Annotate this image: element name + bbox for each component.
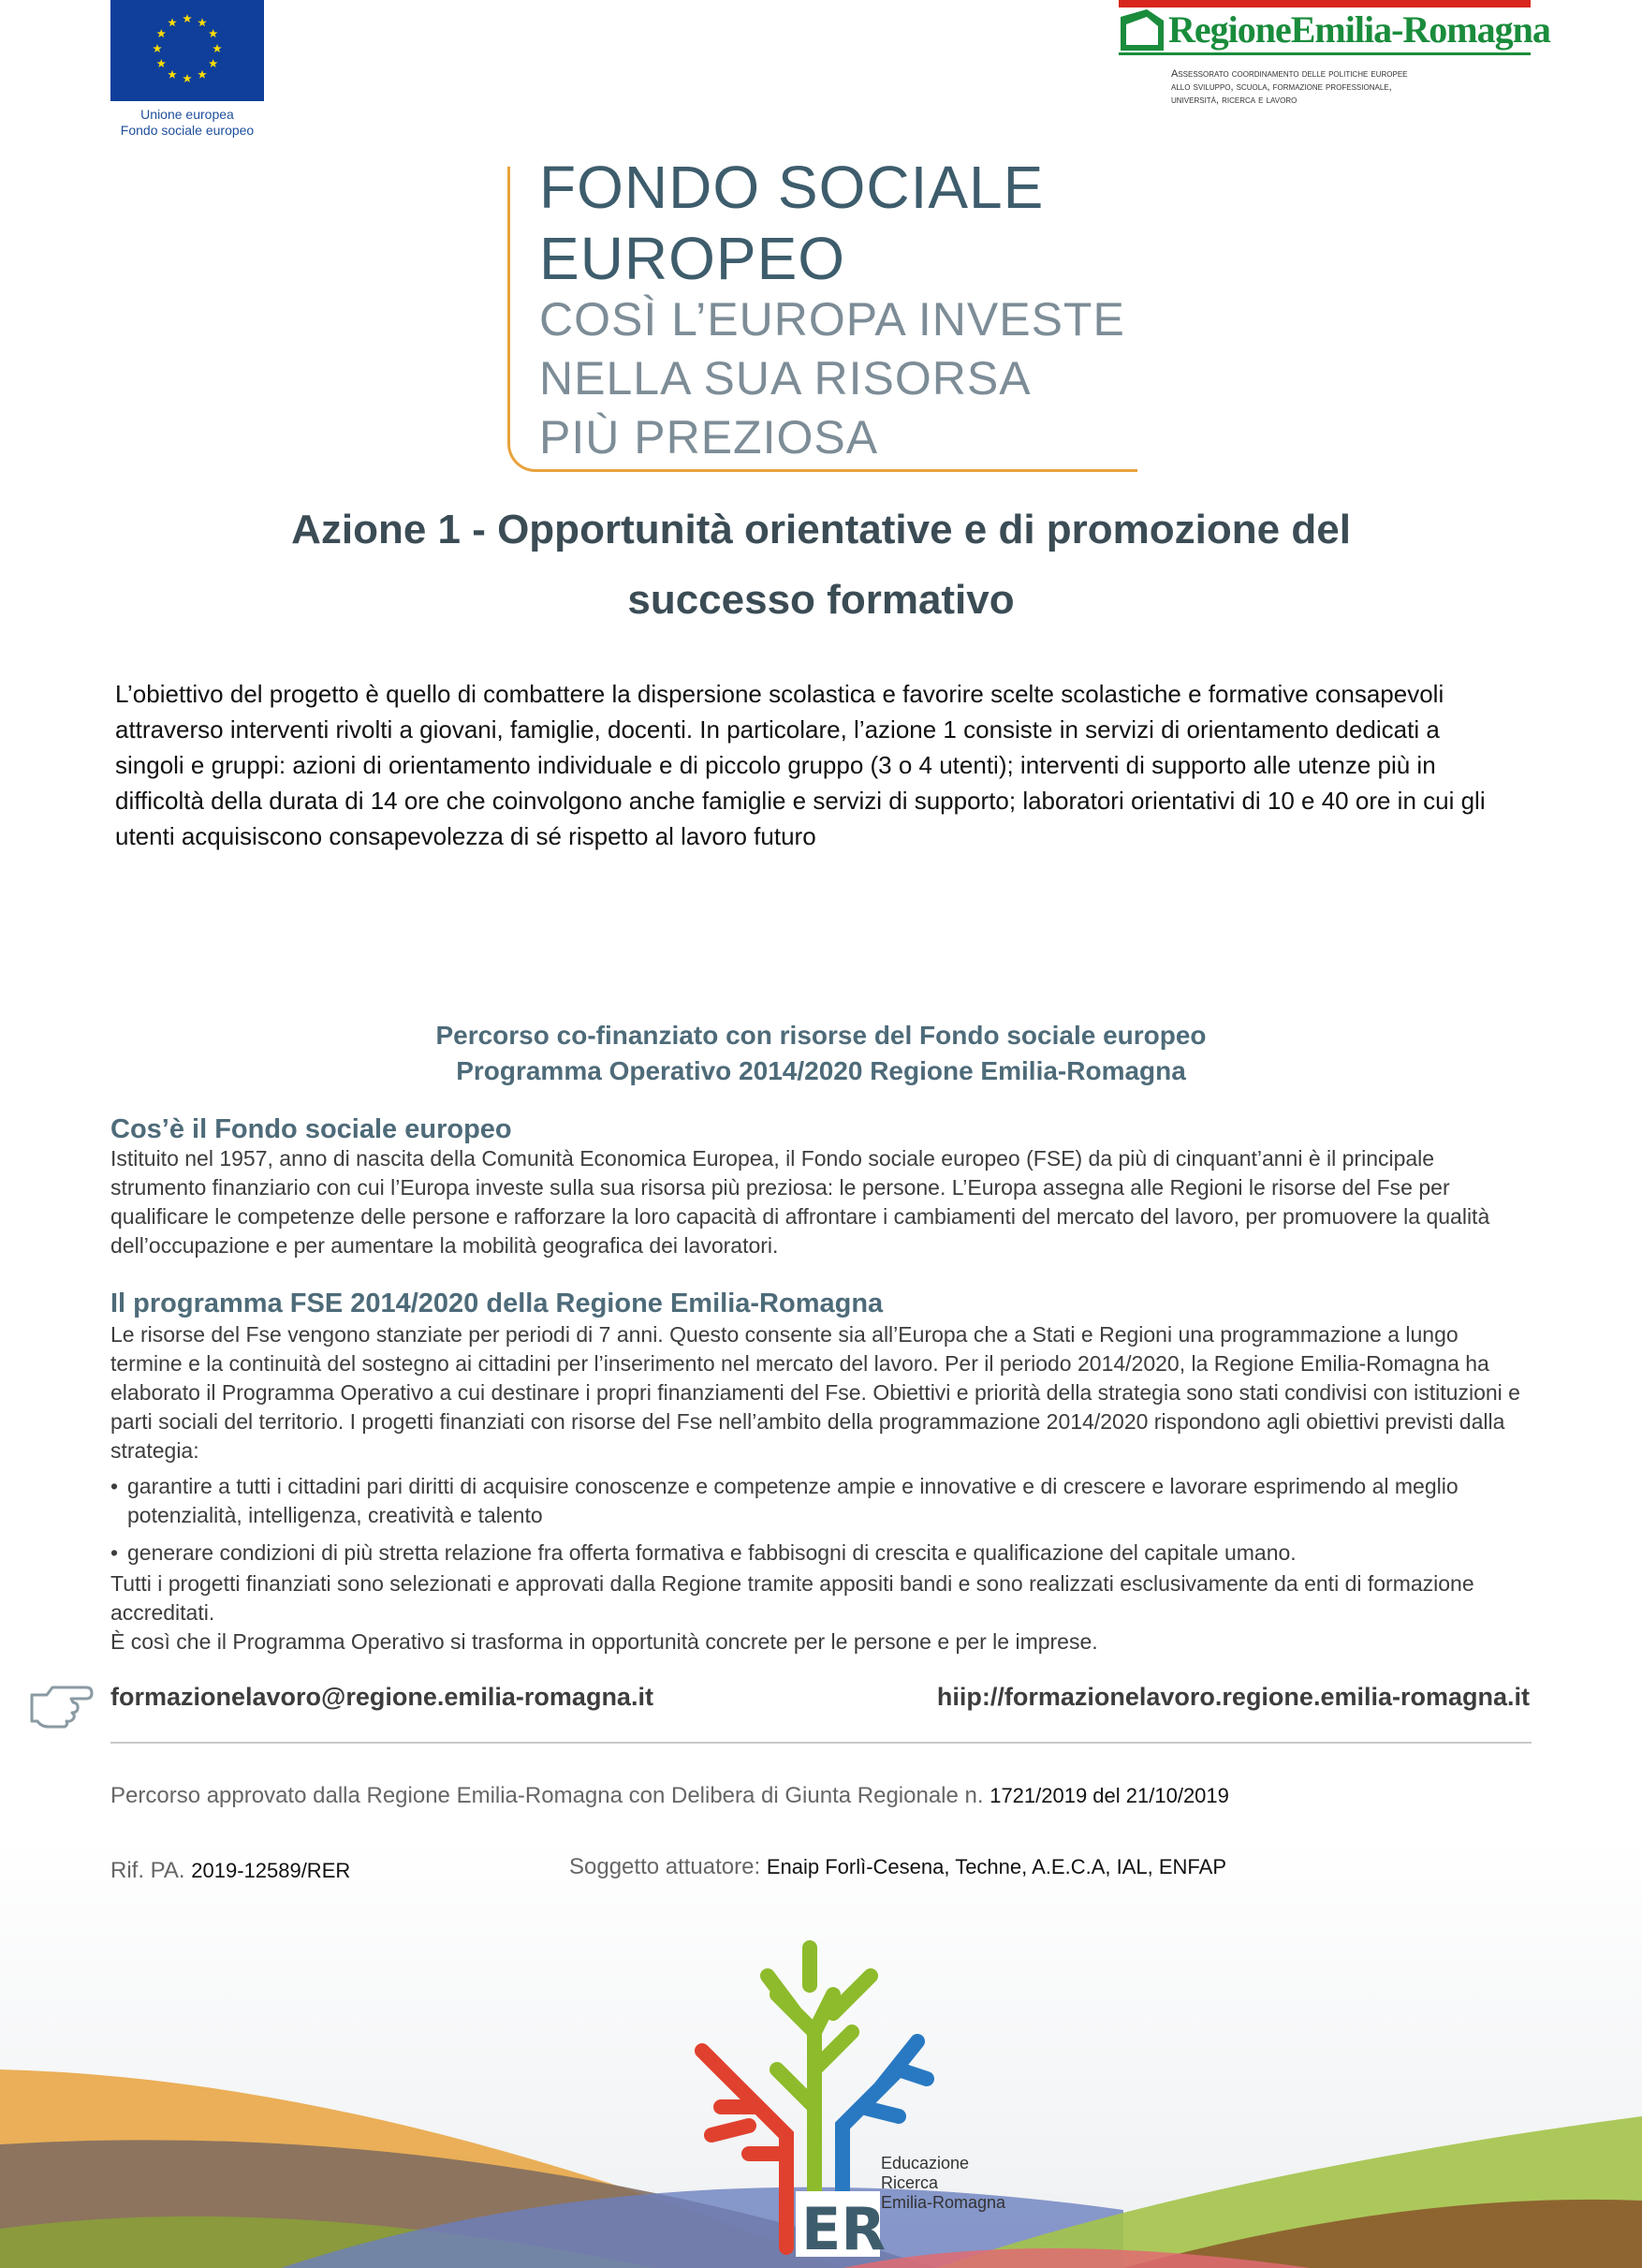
eu-star-icon (209, 29, 218, 37)
eu-star-icon (183, 74, 192, 82)
list-item-text: garantire a tutti i cittadini pari diritti di acquisire conoscenze e competenze ampie e innovative e di crescere e lavorare esprimendo al meglio potenzialità, intelligenza, creatività e talento (127, 1474, 1459, 1527)
pointing-hand-icon (28, 1674, 94, 1730)
page-title-line2: successo formativo (627, 577, 1015, 623)
divider (110, 1742, 1532, 1744)
bullet-icon: • (110, 1474, 119, 1498)
section2-heading: Il programma FSE 2014/2020 della Regione Emilia-Romagna (110, 1289, 884, 1318)
er-caption-line3: Emilia-Romagna (881, 2193, 1006, 2212)
eu-caption-line2: Fondo sociale europeo (120, 123, 255, 138)
cofinanced-statement (187, 1018, 1455, 1089)
eu-star-icon (198, 18, 207, 26)
rif-label: Rif. PA. (110, 1858, 185, 1883)
rif-value: 2019-12589/RER (191, 1859, 351, 1882)
er-logo-caption (881, 2154, 1005, 2213)
cofinanced-line2: Programma Operativo 2014/2020 Regione Emilia-Romagna (456, 1056, 1186, 1085)
eu-star-icon (183, 14, 192, 22)
regione-map-icon (1119, 7, 1166, 52)
regione-logo-name: RegioneEmilia-Romagna (1168, 8, 1550, 51)
list-item (110, 1539, 1533, 1568)
regione-logo-red-bar (1119, 0, 1531, 7)
approval-statement (110, 1783, 1229, 1809)
eu-star-icon (157, 29, 167, 37)
eu-star-icon (198, 70, 207, 79)
project-description: L’obiettivo del progetto è quello di combattere la dispersione scolastica e favorire scelte scolastiche e formative consapevoli attraverso interventi rivolti a giovani, famiglie, docenti. In particolare, l’azione 1 consiste in servizi di orientamento dedicati a singoli e gruppi: azioni di orientamento individuale e di piccolo gruppo (3 o 4 utenti); interventi di supporto alle utenze più in difficoltà della durata di 14 ore che coinvolgono anche famiglie e servizi di supporto; laboratori orientativi di 10 e 40 ore in cui gli utenti acquisiscono consapevolezza di sé rispetto al lavoro futuro (115, 680, 1486, 850)
fse-subtitle-line1: COSÌ L’EUROPA INVESTE (539, 293, 1125, 346)
section2-closing1: Tutti i progetti finanziati sono selezionati e approvati dalla Regione tramite appositi bandi e sono realizzati esclusivamente da enti di formazione accreditati. (110, 1571, 1474, 1625)
section1-heading: Cos’è il Fondo sociale europeo (110, 1114, 512, 1144)
section2-closing (110, 1569, 1533, 1657)
eu-star-icon (209, 59, 218, 67)
regione-logo-green-bar (1119, 52, 1531, 55)
er-tree-logo (618, 1938, 1030, 2268)
contact-email-link[interactable]: formazionelavoro@regione.emilia-romagna.it (110, 1683, 653, 1711)
section2-closing2: È così che il Programma Operativo si trasforma in opportunità concrete per le persone e per le imprese. (110, 1629, 1098, 1654)
soggetto-attuatore (569, 1854, 1226, 1880)
eu-stars-icon (110, 0, 264, 101)
eu-caption-line1: Unione europea (140, 107, 234, 122)
approval-label: Percorso approvato dalla Regione Emilia-Romagna con Delibera di Giunta Regionale n. (110, 1783, 984, 1808)
eu-star-icon (213, 44, 222, 52)
er-caption-line1: Educazione (881, 2154, 970, 2172)
soggetto-value: Enaip Forlì-Cesena, Techne, A.E.C.A, IAL, ENFAP (766, 1855, 1226, 1878)
assessorato-text (1171, 67, 1546, 107)
fse-title-line1: FONDO SOCIALE (539, 154, 1045, 221)
soggetto-label: Soggetto attuatore: (569, 1854, 761, 1879)
section2-text: Le risorse del Fse vengono stanziate per periodi di 7 anni. Questo consente sia all’Europa che a Stati e Regioni una programmazione a lungo termine e la continuità del sostegno ai cittadini per l’inserimento nel mercato del lavoro. Per il periodo 2014/2020, la Regione Emilia-Romagna ha elaborato il Programma Operativo a cui destinare i propri finanziamenti del Fse. Obiettivi e priorità della strategia sono stati condivisi con istituzioni e parti sociali del territorio. I progetti finanziati con risorse del Fse nell’ambito della programmazione 2014/2020 rispondono agli obiettivi previsti dalla strategia: (110, 1322, 1520, 1463)
fse-subtitle-line2: NELLA SUA RISORSA (539, 352, 1032, 405)
page-title-line1: Azione 1 - Opportunità orientative e di promozione del (291, 507, 1351, 552)
section1-text: Istituito nel 1957, anno di nascita della Comunità Economica Europea, il Fondo sociale europeo (FSE) da più di cinquant’anni è il principale strumento finanziario con cui l’Europa investe sulla sua risorsa più preziosa: le persone. L’Europa assegna alle Regioni le risorse del Fse per qualificare le competenze delle persone e rafforzare la loro capacità di affrontare i cambiamenti del mercato del lavoro, per promuovere la qualità dell’occupazione e per aumentare la mobilità geografica dei lavoratori. (110, 1146, 1490, 1258)
assessorato-line1: Assessorato coordinamento delle politiche europee (1171, 68, 1408, 80)
eu-star-icon (168, 18, 177, 26)
page-title (169, 494, 1473, 635)
fse-title (539, 152, 1044, 294)
fse-title-line2: EUROPEO (539, 225, 846, 292)
fse-subtitle-line3: PIÙ PREZIOSA (539, 411, 879, 464)
er-caption-line2: Ricerca (881, 2173, 939, 2192)
assessorato-line3: università, ricerca e lavoro (1171, 95, 1297, 106)
er-letters: ER (801, 2195, 887, 2263)
assessorato-line2: allo sviluppo, scuola, formazione professionale, (1171, 81, 1392, 93)
eu-star-icon (153, 44, 162, 52)
eu-caption (94, 107, 281, 139)
list-item-text: generare condizioni di più stretta relazione fra offerta formativa e fabbisogni di crescita e qualificazione del capitale umano. (127, 1540, 1297, 1565)
contact-website-link[interactable]: hiip://formazionelavoro.regione.emilia-romagna.it (936, 1683, 1530, 1711)
rif-pa (110, 1858, 350, 1884)
fse-subtitle (539, 290, 1125, 467)
cofinanced-line1: Percorso co-finanziato con risorse del Fondo sociale europeo (435, 1021, 1207, 1050)
bullet-icon: • (110, 1540, 119, 1565)
eu-flag-logo (110, 0, 264, 101)
eu-star-icon (157, 59, 167, 67)
list-item (110, 1472, 1533, 1530)
eu-star-icon (168, 70, 177, 79)
approval-value: 1721/2019 del 21/10/2019 (990, 1784, 1229, 1807)
